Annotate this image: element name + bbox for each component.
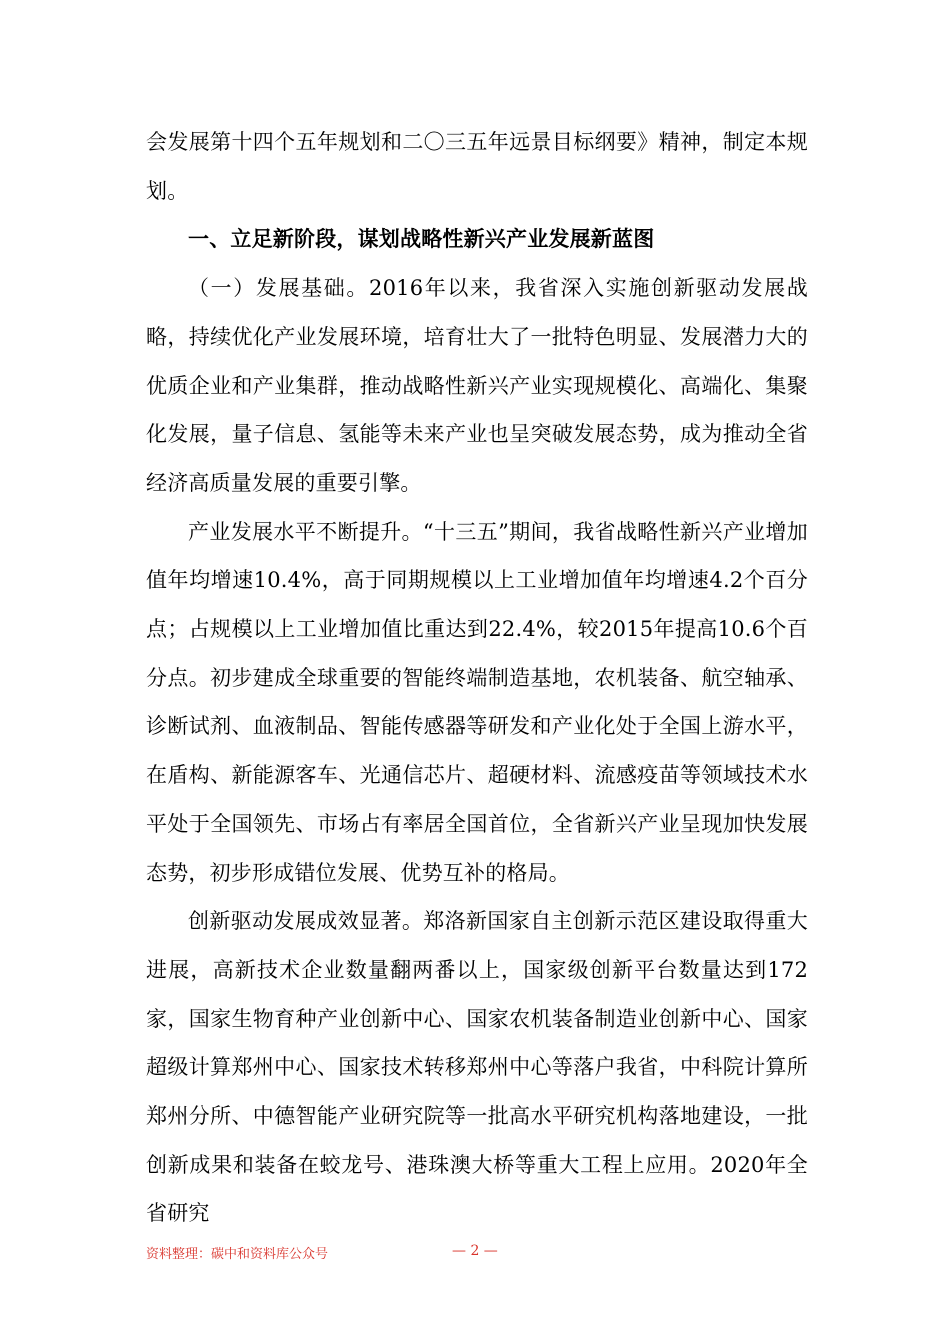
footer-source-note: 资料整理：碳中和资料库公众号: [146, 1247, 329, 1262]
paragraph-industry-level: 产业发展水平不断提升。“十三五”期间，我省战略性新兴产业增加值年均增速10.4%，高于同期规模以上工业增加值年均增速4.2个百分点；占规模以上工业增加值比重达到22.4%，较2015年提高10.6个百分点。初步建成全球重要的智能终端制造基地，农机装备、航空轴承、诊断试剂、血液制品、智能传感器等研发和产业化处于全国上游水平，在盾构、新能源客车、光通信芯片、超硬材料、流感疫苗等领域技术水平处于全国领先、市场占有率居全国首位，全省新兴产业呈现加快发展态势，初步形成错位发展、优势互补的格局。: [146, 519, 808, 885]
section-heading: 一、立足新阶段，谋划战略性新兴产业发展新蓝图: [188, 226, 655, 252]
paragraph-innovation-driven: 创新驱动发展成效显著。郑洛新国家自主创新示范区建设取得重大进展，高新技术企业数量翻两番以上，国家级创新平台数量达到172家，国家生物育种产业创新中心、国家农机装备制造业创新中心、国家超级计算郑州中心、国家技术转移郑州中心等落户我省，中科院计算所郑州分所、中德智能产业研究院等一批高水平研究机构落地建设，一批创新成果和装备在蛟龙号、港珠澳大桥等重大工程上应用。2020年全省研究: [146, 909, 808, 1226]
page-number: — 2 —: [452, 1243, 498, 1259]
page-footer: [146, 1243, 808, 1265]
document-body: [146, 118, 808, 1238]
paragraph-development-basis: （一）发展基础。2016年以来，我省深入实施创新驱动发展战略，持续优化产业发展环境，培育壮大了一批特色明显、发展潜力大的优质企业和产业集群，推动战略性新兴产业实现规模化、高端化、集聚化发展，量子信息、氢能等未来产业也呈突破发展态势，成为推动全省经济高质量发展的重要引擎。: [146, 276, 808, 495]
paragraph-continuation: 会发展第十四个五年规划和二〇三五年远景目标纲要》精神，制定本规划。: [146, 130, 808, 203]
